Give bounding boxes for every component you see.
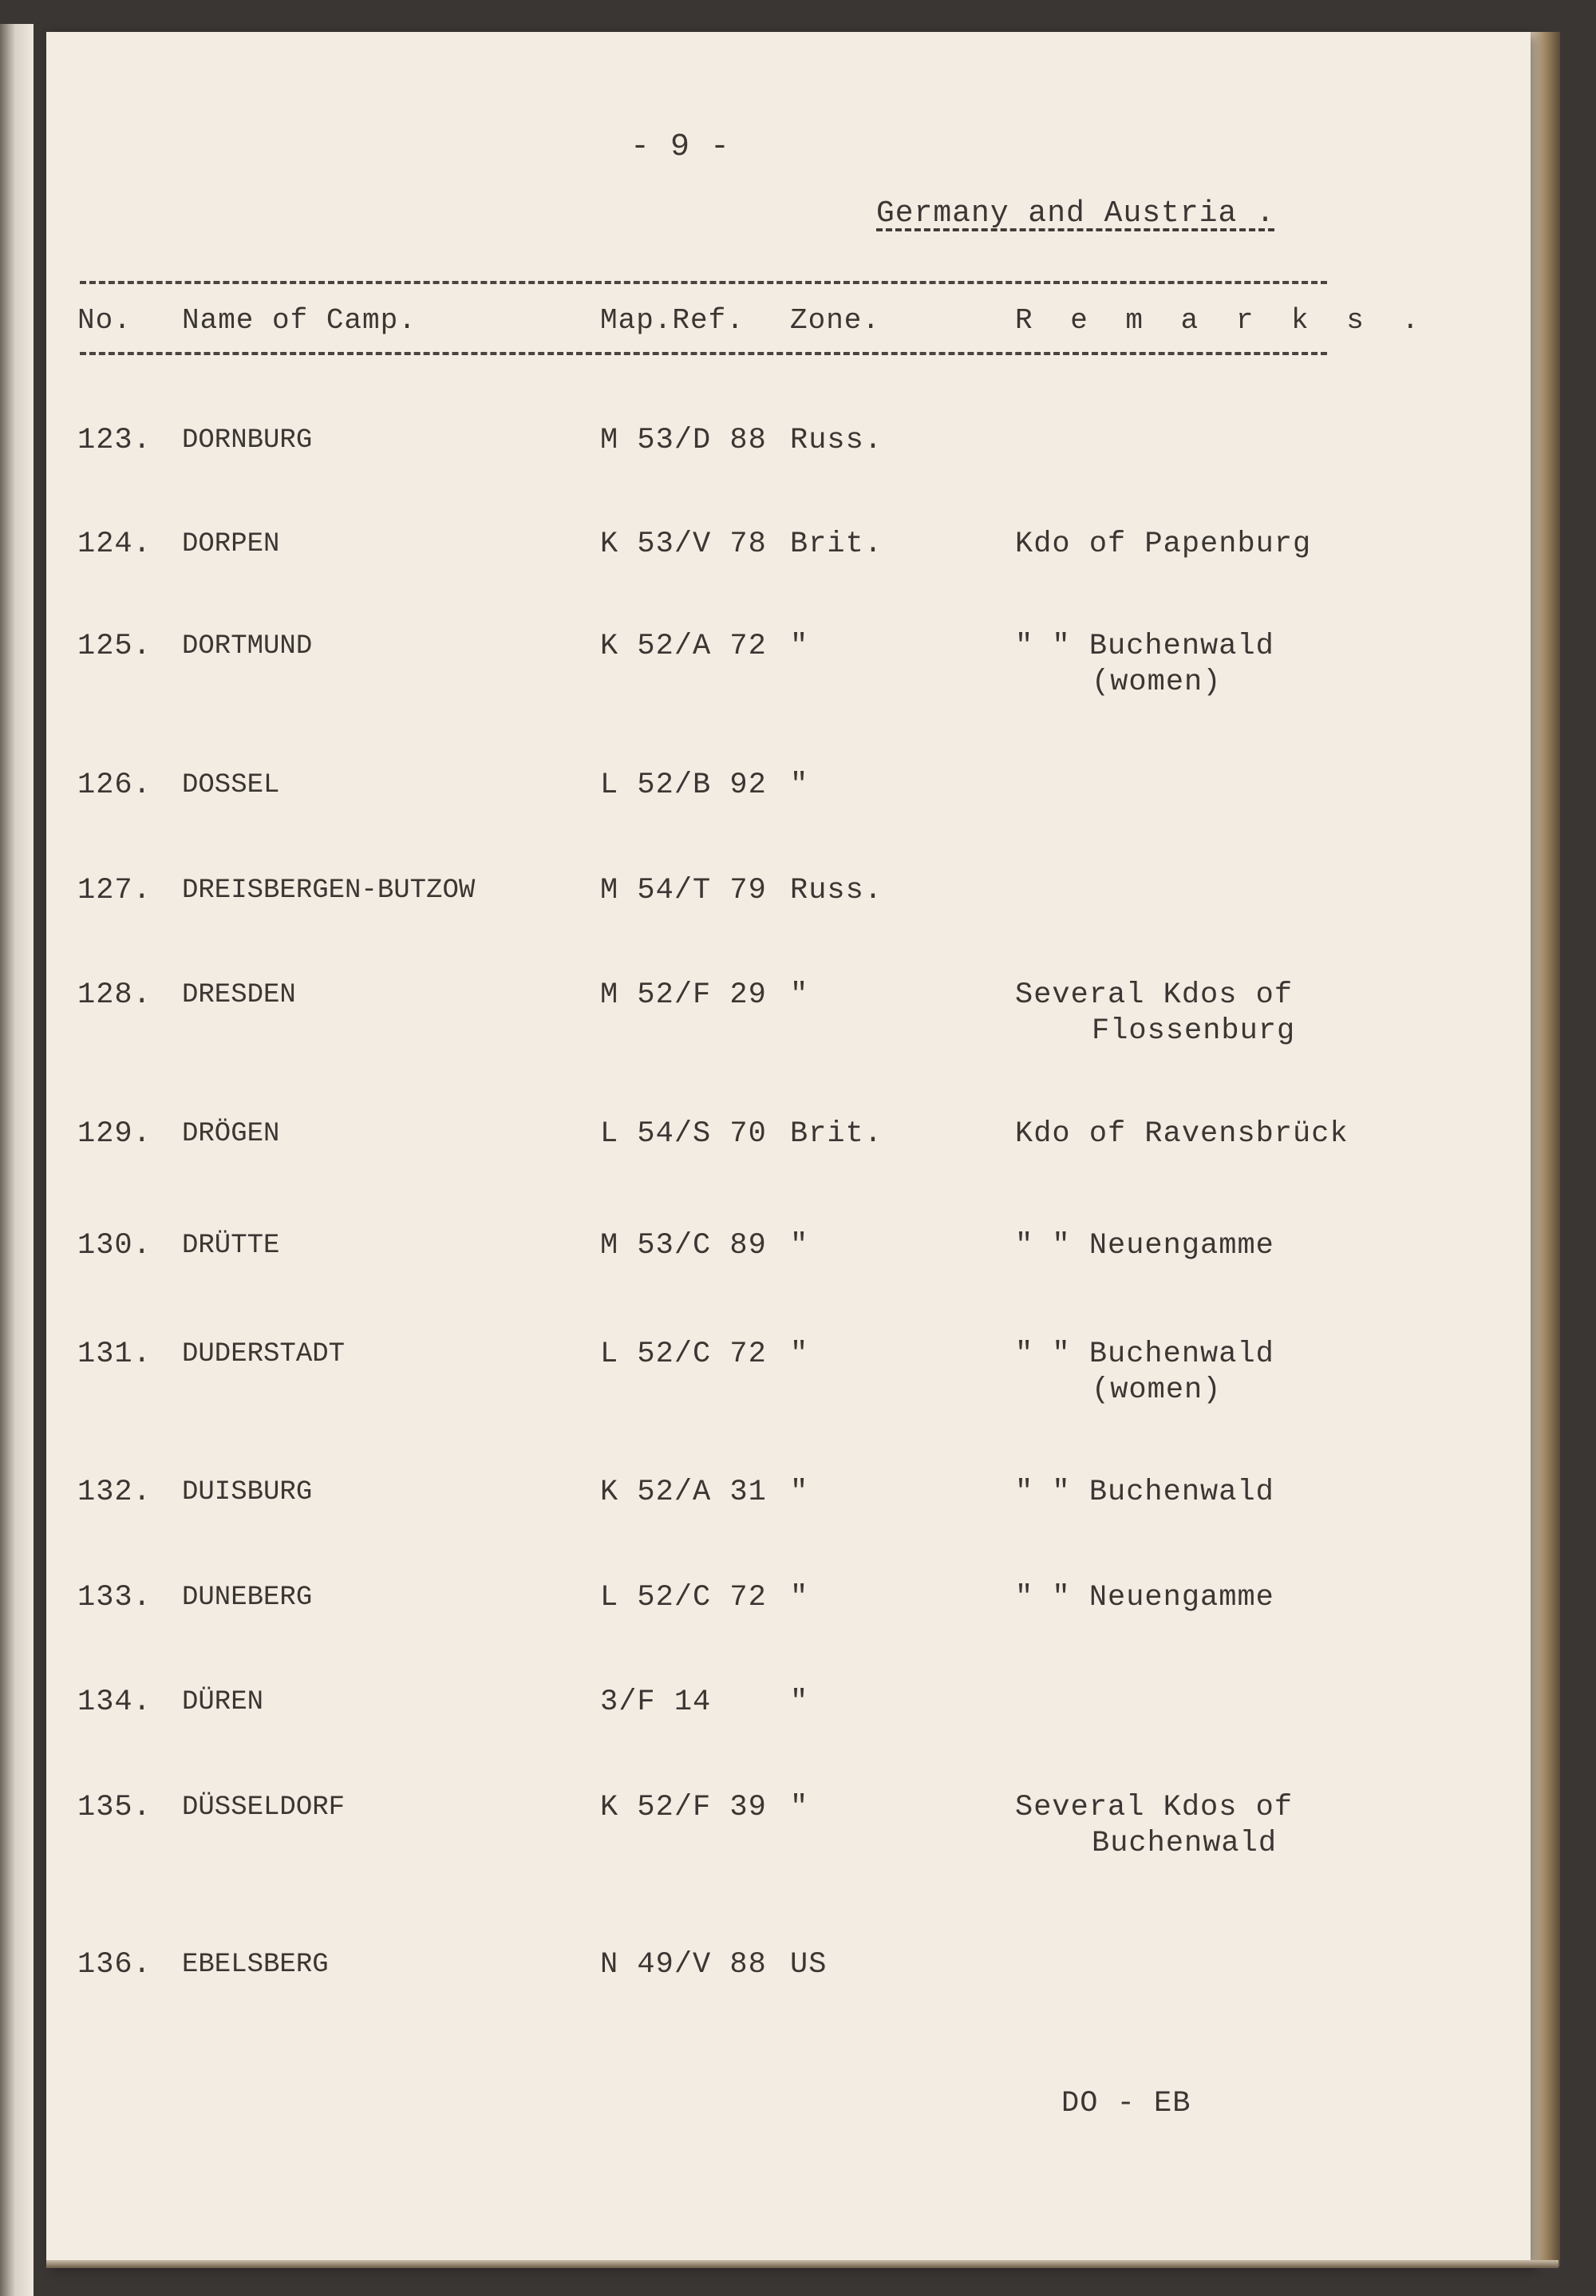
map-reference: K 53/V 78: [600, 528, 767, 561]
zone: ": [790, 1229, 809, 1263]
map-reference: K 52/A 72: [600, 630, 767, 663]
map-reference: K 52/A 31: [600, 1476, 767, 1509]
camp-name: DOSSEL: [182, 770, 280, 800]
camp-name: DREISBERGEN-BUTZOW: [182, 875, 476, 906]
camp-name: DUDERSTADT: [182, 1339, 346, 1369]
remarks: " " Buchenwald: [1015, 1338, 1274, 1371]
map-reference: M 52/F 29: [600, 978, 767, 1012]
zone: ": [790, 1476, 809, 1509]
remarks: " " Buchenwald: [1015, 630, 1274, 663]
zone: Brit.: [790, 528, 883, 561]
zone: US: [790, 1948, 828, 1982]
camp-name: DUNEBERG: [182, 1583, 313, 1613]
remarks: " " Neuengamme: [1015, 1581, 1274, 1614]
camp-name: DORPEN: [182, 529, 280, 559]
zone: Russ.: [790, 874, 883, 907]
page-bottom-edge: [46, 2260, 1558, 2268]
row-number: 135.: [77, 1791, 152, 1824]
remarks: Kdo of Papenburg: [1015, 528, 1312, 561]
row-number: 126.: [77, 769, 152, 802]
row-number: 132.: [77, 1476, 152, 1509]
region-heading: Germany and Austria .: [876, 196, 1275, 231]
header-rule-bottom: [80, 352, 1327, 355]
map-reference: L 52/C 72: [600, 1581, 767, 1614]
map-reference: N 49/V 88: [600, 1948, 767, 1982]
header-remarks: R e m a r k s .: [1015, 304, 1430, 337]
camp-name: DUISBURG: [182, 1477, 313, 1508]
header-name: Name of Camp.: [182, 304, 417, 337]
camp-name: EBELSBERG: [182, 1950, 329, 1980]
remarks: " " Buchenwald: [1015, 1476, 1274, 1509]
row-number: 134.: [77, 1685, 152, 1719]
zone: ": [790, 978, 809, 1012]
row-number: 133.: [77, 1581, 152, 1614]
map-reference: M 54/T 79: [600, 874, 767, 907]
header-rule-top: [80, 281, 1327, 284]
zone: ": [790, 1791, 809, 1824]
map-reference: L 52/C 72: [600, 1338, 767, 1371]
map-reference: M 53/C 89: [600, 1229, 767, 1263]
footer-code: DO - EB: [1061, 2087, 1191, 2120]
zone: ": [790, 1338, 809, 1371]
remarks: " " Neuengamme: [1015, 1229, 1274, 1263]
binding-edge: [0, 24, 34, 2296]
row-number: 128.: [77, 978, 152, 1012]
map-reference: L 54/S 70: [600, 1117, 767, 1151]
page-number: - 9 -: [630, 129, 731, 165]
map-reference: 3/F 14: [600, 1685, 712, 1719]
camp-name: DÜSSELDORF: [182, 1792, 346, 1823]
camp-name: DRÜTTE: [182, 1231, 280, 1261]
row-number: 130.: [77, 1229, 152, 1263]
zone: Brit.: [790, 1117, 883, 1151]
header-map-ref: Map.Ref.: [600, 304, 745, 337]
camp-name: DRESDEN: [182, 980, 296, 1010]
zone: ": [790, 769, 809, 802]
row-number: 123.: [77, 424, 152, 457]
zone: ": [790, 1685, 809, 1719]
header-no: No.: [77, 304, 132, 337]
remarks-continued: Buchenwald: [1092, 1827, 1278, 1860]
remarks: Kdo of Ravensbrück: [1015, 1117, 1349, 1151]
zone: ": [790, 630, 809, 663]
remarks: Several Kdos of: [1015, 978, 1294, 1012]
map-reference: K 52/F 39: [600, 1791, 767, 1824]
zone: Russ.: [790, 424, 883, 457]
map-reference: M 53/D 88: [600, 424, 767, 457]
remarks-continued: (women): [1092, 1373, 1222, 1407]
camp-name: DRÖGEN: [182, 1119, 280, 1149]
header-zone: Zone.: [790, 304, 881, 337]
row-number: 129.: [77, 1117, 152, 1151]
remarks: Several Kdos of: [1015, 1791, 1294, 1824]
row-number: 136.: [77, 1948, 152, 1982]
remarks-continued: (women): [1092, 666, 1222, 699]
map-reference: L 52/B 92: [600, 769, 767, 802]
row-number: 124.: [77, 528, 152, 561]
row-number: 131.: [77, 1338, 152, 1371]
camp-name: DORTMUND: [182, 631, 313, 662]
row-number: 125.: [77, 630, 152, 663]
camp-name: DÜREN: [182, 1687, 264, 1717]
zone: ": [790, 1581, 809, 1614]
remarks-continued: Flossenburg: [1092, 1014, 1296, 1048]
row-number: 127.: [77, 874, 152, 907]
camp-name: DORNBURG: [182, 425, 313, 456]
